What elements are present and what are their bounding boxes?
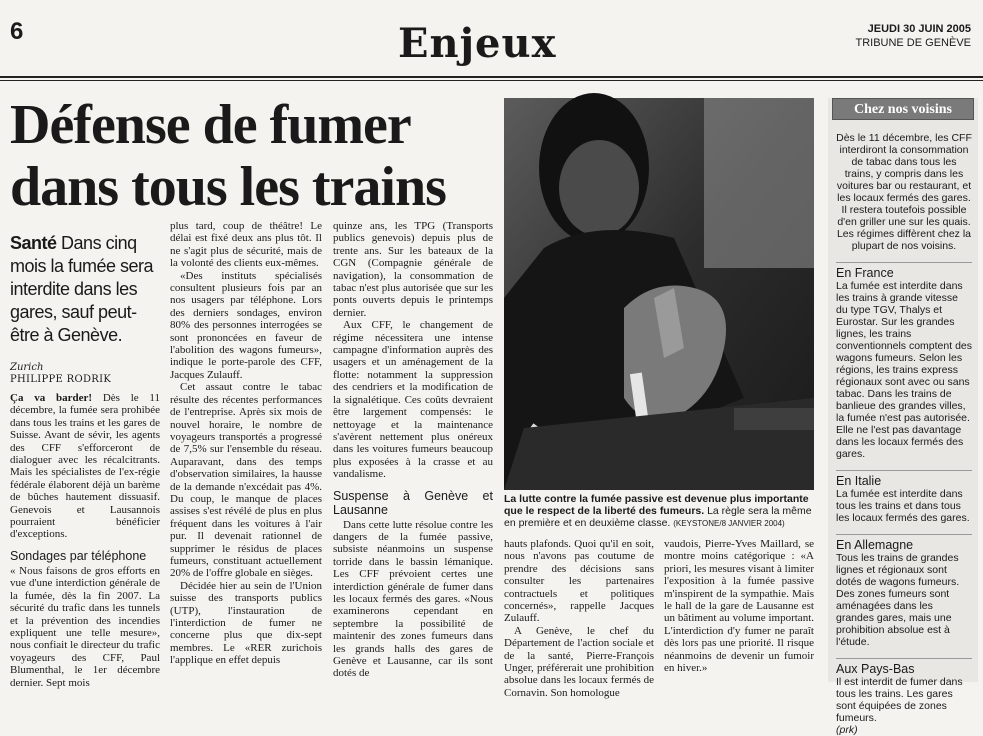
header-rule-thin	[0, 80, 983, 81]
subhead: Sondages par téléphone	[10, 548, 147, 563]
lead-in: Ça va barder!	[10, 392, 93, 404]
paragraph: Décidée hier au sein de l'Union suisse des transports publics (UTP), l'instauration de l'interdiction de fumer ne concerne plus que dix-sept membres. Le «RER zurichois l'applique en effet depuis	[170, 579, 322, 667]
caption-text: La règle sera la même en première et en deuxième classe.	[504, 505, 812, 529]
smoker-photo	[504, 98, 814, 490]
paragraph: quinze ans, les TPG (Transports publics genevois) depuis plus de trente ans. Sur les bateaux de la CGN (Compagnie générale de navigation), la consommation de tabac n'est plus autorisée que sur les ponts ouverts depuis le printemps dernier.	[333, 220, 493, 319]
paragraph: hauts plafonds. Quoi qu'il en soit, nous n'avons pas coutume de prendre des décisions sans consulter les partenaires contractuels et politiques concernés», rappelle Jacques Zulauff.	[504, 538, 654, 625]
headline-line-2: dans tous les trains	[10, 156, 446, 218]
paragraph-text: Dès le 11 décembre, la fumée sera prohibée dans tous les trains et les gares de Suisse. Avant de sévir, les agents des CFF s'efforceront de dialoguer avec les récalcitrants. Mais les spécialistes de l'ex-régie fédérale élaborent déjà un barème de bûches hautement dissuasif. Genevois et Lausannois pourraient bénéficier d'exceptions.	[10, 392, 161, 541]
paragraph: Dans cette lutte résolue contre les dangers de la fumée passive, subsiste néanmoins un suspense torride dans le bassin lémanique. Les CFF prévoient certes une interdiction générale de fumer dans les locaux fermés des gares. «Nous examinerons cependant en septembre la possibilité de maintenir des zones fumeurs dans les grands halls des gares de Genève et Lausanne, car ils sont dotés de	[333, 518, 493, 680]
dateline	[855, 22, 971, 50]
paragraph: «Des instituts spécialisés consultent plusieurs fois par an nos usagers par téléphone. Lors des derniers sondages, environ 80% des personnes interrogées se sont prononcées en faveur de l'abolition des wagons fumeurs», indique le porte-parole des CFF, Jacques Zulauff.	[170, 269, 322, 381]
deck	[10, 232, 160, 347]
article-column-4	[504, 538, 654, 699]
paragraph: vaudois, Pierre-Yves Maillard, se montre moins catégorique : «A priori, les mesures visant à limiter l'exposition à la fumée passive m'inspirent de la sympathie. Mais le hall de la gare de Lausanne est un bâtiment au volume important. L'interdiction d'y fumer ne paraît dès lors pas une priorité. Il risque néanmoins de devenir un fumoir en hiver.»	[664, 538, 814, 675]
caption-bold: La lutte contre la fumée passive est devenue plus importante que le respect de la liberté des fumeurs.	[504, 493, 809, 517]
deck-text: Dans cinq mois la fumée sera interdite dans les gares, sauf peut-être à Genève.	[10, 233, 154, 345]
article-column-5	[664, 538, 814, 682]
subhead: Suspense à Genève et Lausanne	[333, 488, 493, 517]
sidebar-title: Chez nos voisins	[832, 98, 974, 120]
sidebar-text-italie: La fumée est interdite dans tous les trains et dans tous les locaux fermés des gares.	[836, 488, 970, 524]
article-column-1	[10, 392, 161, 689]
sidebar-signature: (prk)	[836, 724, 858, 736]
photo-credit: (KEYSTONE/8 JANVIER 2004)	[673, 519, 785, 528]
article-column-2	[170, 220, 322, 682]
section-title: Enjeux	[398, 20, 557, 67]
issue-date: JEUDI 30 JUIN 2005	[867, 23, 971, 35]
paragraph: Cet assaut contre le tabac résulte des récentes performances de l'entreprise. Après six mois de nouvel horaire, le nombre de voyageurs transportés a progressé de 7,5% sur l'ensemble du réseau. Auparavant, dans des temps d'observation similaires, la hausse de la demande n'excédait pas 4%. Du coup, le manque de places assises s'est révélé de plus en plus fréquent dans les voitures à l'air pur. Il devenait rationnel de supprimer le résidus de places fumeurs, constituant actuellement 20% de l'offre globale en sièges.	[170, 381, 322, 580]
sidebar-text-pays-bas: Il est interdit de fumer dans tous les trains. Les gares sont équipées de zones fumeurs.	[836, 676, 963, 724]
sidebar-heading-pays-bas: Aux Pays-Bas	[836, 658, 972, 675]
dateline-place: Zurich	[10, 362, 44, 373]
photo-caption	[504, 493, 814, 530]
paragraph	[10, 392, 160, 541]
paragraph: Aux CFF, le changement de régime nécessitera une intense campagne d'information auprès des usagers et un aménagement de la flotte: notamment la suppression des cendriers et la modification de la signalétique. Ces coûts devraient être largement compensés: le nettoyage et la maintenance s'avèrent nettement plus onéreux dans les voitures fumeurs beaucoup plus exposées à la crasse et au vandalisme.	[333, 319, 493, 481]
publication-name: TRIBUNE DE GENÈVE	[855, 37, 971, 49]
sidebar-heading-italie: En Italie	[836, 470, 972, 487]
paragraph: A Genève, le chef du Département de l'action sociale et de la santé, Pierre-François Unger, préférerait une prohibition absolue dans les locaux fermés de Cornavin. Son homologue	[504, 624, 654, 699]
headline-line-1: Défense de fumer	[10, 94, 411, 156]
header-rule	[0, 76, 983, 78]
page-number: 6	[10, 18, 24, 45]
sidebar-body	[828, 120, 978, 736]
sidebar-box	[828, 98, 978, 736]
headline	[10, 94, 490, 218]
article-photo	[504, 98, 814, 490]
article-column-3	[333, 220, 493, 682]
paragraph: « Nous faisons de gros efforts en vue d'une interdiction générale de la fumée, dès la fin 2007. La sécurité du trafic dans les tunnels et la prévention des incendies expliquent une telle mesure», nous confiait le directeur du trafic voyageurs des CFF, Paul Blumenthal, le 1er décembre dernier. Sept mois	[10, 564, 160, 689]
byline: PHILIPPE RODRIK	[10, 374, 112, 385]
sidebar-text-allemagne: Tous les trains de grandes lignes et régionaux sont dotés de wagons fumeurs. Des zones fumeurs sont aménagées dans les grandes gares, mais une prohibition absolue est à l'étude.	[836, 552, 960, 648]
sidebar-intro: Dès le 11 décembre, les CFF interdiront la consommation de tabac dans tous les trains, y compris dans les voitures bar ou restaurant, et les locaux fermés des gares. Il restera toutefois possible d'en griller une sur les quais. Les régimes diffèrent chez la plupart de nos voisins.	[836, 132, 972, 252]
sidebar-heading-allemagne: En Allemagne	[836, 534, 972, 551]
sidebar-heading-france: En France	[836, 262, 972, 279]
deck-kicker: Santé	[10, 233, 57, 253]
paragraph: plus tard, coup de théâtre! Le délai est fixé deux ans plus tôt. Il ne s'agit plus de sécurité, mais de la volonté des clients eux-mêmes.	[170, 220, 322, 270]
sidebar-text-france: La fumée est interdite dans les trains à grande vitesse du type TGV, Thalys et Eurostar. Sur les grandes lignes, les trains conventionnels comptent des wagons fumeurs. Selon les régions, les trains express régionaux sont avec ou sans tabac. Dans les trains de banlieue des grandes villes, la fumée n'est pas autorisée. Elle ne l'est pas davantage dans les locaux fermés des gares.	[836, 280, 973, 460]
